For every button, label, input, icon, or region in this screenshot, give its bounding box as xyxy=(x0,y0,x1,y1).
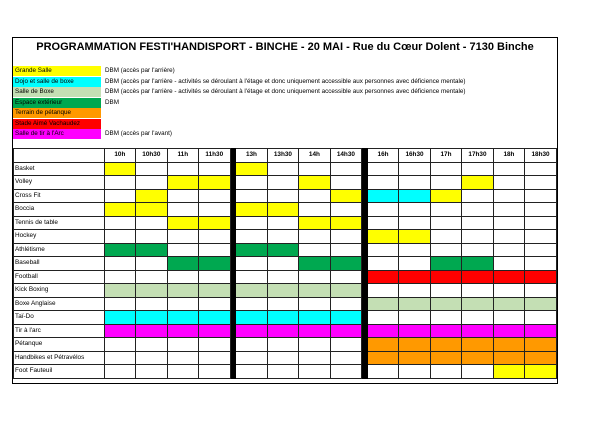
schedule-cell xyxy=(198,270,230,284)
schedule-cell xyxy=(399,365,431,379)
schedule-cell xyxy=(198,230,230,244)
schedule-cell xyxy=(236,203,267,217)
schedule-cell xyxy=(430,270,461,284)
legend-row xyxy=(13,108,533,118)
schedule-cell xyxy=(462,230,494,244)
schedule-cell xyxy=(330,297,362,311)
schedule-cell xyxy=(267,324,299,338)
schedule-cell xyxy=(198,351,230,365)
schedule-cell xyxy=(430,189,461,203)
time-slot-header: 17h xyxy=(430,149,461,163)
schedule-cell xyxy=(493,297,524,311)
schedule-cell xyxy=(104,189,135,203)
schedule-cell xyxy=(299,351,330,365)
schedule-sheet xyxy=(12,37,558,384)
schedule-cell xyxy=(136,351,168,365)
schedule-cell xyxy=(267,365,299,379)
schedule-cell xyxy=(493,338,524,352)
schedule-cell xyxy=(136,189,168,203)
schedule-cell xyxy=(104,257,135,271)
schedule-cell xyxy=(198,189,230,203)
schedule-cell xyxy=(236,338,267,352)
schedule-cell xyxy=(299,230,330,244)
schedule-cell xyxy=(198,324,230,338)
time-slot-header: 11h30 xyxy=(198,149,230,163)
schedule-cell xyxy=(430,338,461,352)
legend-venue: Salle de tir à l'Arc xyxy=(13,129,101,139)
schedule-cell xyxy=(399,270,431,284)
activity-row xyxy=(14,297,557,311)
schedule-cell xyxy=(367,203,398,217)
schedule-cell xyxy=(462,189,494,203)
schedule-cell xyxy=(104,176,135,190)
schedule-cell xyxy=(399,216,431,230)
schedule-cell xyxy=(198,216,230,230)
activity-name: Baseball xyxy=(14,257,105,271)
schedule-cell xyxy=(462,243,494,257)
schedule-cell xyxy=(330,162,362,176)
schedule-cell xyxy=(525,351,557,365)
schedule-cell xyxy=(299,365,330,379)
activity-row xyxy=(14,324,557,338)
legend-row xyxy=(13,77,533,87)
schedule-cell xyxy=(493,257,524,271)
schedule-cell xyxy=(267,297,299,311)
activity-name: Boccia xyxy=(14,203,105,217)
schedule-cell xyxy=(167,297,198,311)
time-slot-header: 13h30 xyxy=(267,149,299,163)
schedule-cell xyxy=(299,297,330,311)
activity-name: Football xyxy=(14,270,105,284)
schedule-cell xyxy=(267,162,299,176)
legend-venue: Salle de Boxe xyxy=(13,87,101,97)
time-slot-header: 14h xyxy=(299,149,330,163)
schedule-cell xyxy=(136,324,168,338)
schedule-cell xyxy=(167,243,198,257)
schedule-cell xyxy=(267,230,299,244)
activity-row xyxy=(14,365,557,379)
schedule-cell xyxy=(104,284,135,298)
time-slot-header: 14h30 xyxy=(330,149,362,163)
time-slot-header: 11h xyxy=(167,149,198,163)
schedule-cell xyxy=(136,216,168,230)
schedule-cell xyxy=(267,311,299,325)
schedule-cell xyxy=(136,311,168,325)
schedule-cell xyxy=(198,203,230,217)
schedule-cell xyxy=(167,351,198,365)
schedule-cell xyxy=(330,243,362,257)
legend-row xyxy=(13,87,533,97)
schedule-cell xyxy=(236,230,267,244)
schedule-cell xyxy=(430,311,461,325)
schedule-cell xyxy=(525,162,557,176)
schedule-cell xyxy=(399,189,431,203)
schedule-cell xyxy=(367,243,398,257)
schedule-cell xyxy=(493,284,524,298)
schedule-cell xyxy=(330,351,362,365)
schedule-cell xyxy=(462,311,494,325)
schedule-cell xyxy=(525,257,557,271)
schedule-cell xyxy=(462,176,494,190)
schedule-cell xyxy=(267,270,299,284)
schedule-cell xyxy=(330,324,362,338)
schedule-cell xyxy=(525,203,557,217)
schedule-cell xyxy=(167,189,198,203)
schedule-cell xyxy=(330,216,362,230)
schedule-cell xyxy=(167,230,198,244)
schedule-cell xyxy=(430,203,461,217)
activity-name: Basket xyxy=(14,162,105,176)
activity-row xyxy=(14,162,557,176)
schedule-cell xyxy=(104,243,135,257)
schedule-cell xyxy=(299,162,330,176)
schedule-cell xyxy=(299,324,330,338)
schedule-cell xyxy=(299,189,330,203)
schedule-cell xyxy=(430,284,461,298)
activity-row xyxy=(14,216,557,230)
schedule-cell xyxy=(399,311,431,325)
schedule-cell xyxy=(462,162,494,176)
schedule-cell xyxy=(399,257,431,271)
schedule-cell xyxy=(236,284,267,298)
schedule-cell xyxy=(236,270,267,284)
schedule-cell xyxy=(367,216,398,230)
schedule-cell xyxy=(330,338,362,352)
schedule-cell xyxy=(167,257,198,271)
activity-row xyxy=(14,270,557,284)
schedule-cell xyxy=(299,243,330,257)
schedule-cell xyxy=(525,338,557,352)
schedule-cell xyxy=(167,176,198,190)
schedule-cell xyxy=(104,324,135,338)
schedule-cell xyxy=(267,176,299,190)
schedule-cell xyxy=(330,365,362,379)
activity-row xyxy=(14,351,557,365)
schedule-cell xyxy=(525,270,557,284)
activity-name: Boxe Anglaise xyxy=(14,297,105,311)
time-slot-header: 16h30 xyxy=(399,149,431,163)
legend-description: DBM (accès par l'arrière) xyxy=(105,67,175,74)
schedule-cell xyxy=(330,203,362,217)
schedule-cell xyxy=(136,270,168,284)
activity-row xyxy=(14,203,557,217)
schedule-cell xyxy=(136,243,168,257)
schedule-cell xyxy=(104,297,135,311)
schedule-cell xyxy=(493,162,524,176)
schedule-cell xyxy=(136,176,168,190)
activity-name: Foot Fauteuil xyxy=(14,365,105,379)
time-slot-header: 10h30 xyxy=(136,149,168,163)
schedule-cell xyxy=(525,176,557,190)
schedule-cell xyxy=(104,216,135,230)
time-header-row xyxy=(14,149,557,163)
schedule-cell xyxy=(462,297,494,311)
schedule-cell xyxy=(236,311,267,325)
legend-venue: Terrain de pétanque xyxy=(13,108,101,118)
schedule-cell xyxy=(167,284,198,298)
activity-name: Taï-Do xyxy=(14,311,105,325)
schedule-cell xyxy=(136,162,168,176)
schedule-cell xyxy=(330,230,362,244)
activity-name: Athlétisme xyxy=(14,243,105,257)
activity-name: Tennis de table xyxy=(14,216,105,230)
schedule-cell xyxy=(462,216,494,230)
schedule-cell xyxy=(236,176,267,190)
schedule-cell xyxy=(236,351,267,365)
legend-description: DBM (accès par l'arrière - activités se déroulant à l'étage et donc uniquement accessible aux personnes avec déficience mentale) xyxy=(105,88,466,95)
schedule-cell xyxy=(236,243,267,257)
schedule-cell xyxy=(136,203,168,217)
schedule-cell xyxy=(198,338,230,352)
schedule-cell xyxy=(136,338,168,352)
schedule-cell xyxy=(430,162,461,176)
schedule-cell xyxy=(525,284,557,298)
legend-description: DBM (accès par l'arrière - activités se déroulant à l'étage et donc uniquement accessible aux personnes avec déficience mentale) xyxy=(105,77,466,85)
schedule-cell xyxy=(267,216,299,230)
schedule-cell xyxy=(367,257,398,271)
legend-row xyxy=(13,129,533,139)
schedule-cell xyxy=(267,189,299,203)
schedule-cell xyxy=(399,230,431,244)
schedule-cell xyxy=(104,311,135,325)
schedule-cell xyxy=(236,297,267,311)
schedule-cell xyxy=(367,189,398,203)
schedule-cell xyxy=(525,311,557,325)
header-corner xyxy=(14,149,105,163)
schedule-cell xyxy=(299,216,330,230)
schedule-cell xyxy=(493,230,524,244)
schedule-cell xyxy=(367,338,398,352)
schedule-cell xyxy=(198,162,230,176)
schedule-cell xyxy=(493,365,524,379)
schedule-cell xyxy=(198,243,230,257)
schedule-cell xyxy=(399,176,431,190)
schedule-cell xyxy=(167,338,198,352)
schedule-cell xyxy=(462,203,494,217)
schedule-cell xyxy=(430,243,461,257)
schedule-cell xyxy=(299,176,330,190)
schedule-cell xyxy=(267,243,299,257)
activity-name: Pétanque xyxy=(14,338,105,352)
schedule-cell xyxy=(167,270,198,284)
schedule-cell xyxy=(367,162,398,176)
schedule-cell xyxy=(198,297,230,311)
schedule-cell xyxy=(367,270,398,284)
schedule-cell xyxy=(462,338,494,352)
schedule-cell xyxy=(430,257,461,271)
legend-description: DBM (accès par l'avant) xyxy=(105,130,172,137)
schedule-cell xyxy=(104,230,135,244)
schedule-cell xyxy=(198,311,230,325)
schedule-cell xyxy=(367,176,398,190)
schedule-cell xyxy=(525,297,557,311)
schedule-cell xyxy=(399,338,431,352)
schedule-cell xyxy=(493,176,524,190)
schedule-cell xyxy=(198,365,230,379)
schedule-cell xyxy=(399,203,431,217)
schedule-cell xyxy=(167,216,198,230)
activity-row xyxy=(14,189,557,203)
legend-description: DBM xyxy=(105,98,119,106)
schedule-cell xyxy=(330,284,362,298)
schedule-cell xyxy=(236,365,267,379)
schedule-cell xyxy=(236,162,267,176)
schedule-cell xyxy=(299,203,330,217)
schedule-cell xyxy=(367,311,398,325)
schedule-cell xyxy=(136,365,168,379)
schedule-cell xyxy=(525,365,557,379)
schedule-cell xyxy=(236,189,267,203)
schedule-cell xyxy=(462,270,494,284)
schedule-cell xyxy=(399,243,431,257)
schedule-cell xyxy=(430,176,461,190)
schedule-cell xyxy=(525,324,557,338)
schedule-cell xyxy=(525,243,557,257)
schedule-cell xyxy=(104,338,135,352)
schedule-cell xyxy=(167,311,198,325)
activity-row xyxy=(14,176,557,190)
schedule-cell xyxy=(236,216,267,230)
activity-name: Tir à l'arc xyxy=(14,324,105,338)
schedule-cell xyxy=(104,203,135,217)
schedule-cell xyxy=(367,284,398,298)
legend-venue: Espace extérieur xyxy=(13,98,101,108)
schedule-cell xyxy=(104,162,135,176)
schedule-cell xyxy=(367,365,398,379)
schedule-cell xyxy=(430,230,461,244)
schedule-cell xyxy=(367,351,398,365)
activity-row xyxy=(14,243,557,257)
time-slot-header: 18h xyxy=(493,149,524,163)
schedule-cell xyxy=(104,365,135,379)
schedule-cell xyxy=(367,230,398,244)
schedule-cell xyxy=(367,324,398,338)
schedule-cell xyxy=(462,324,494,338)
schedule-cell xyxy=(493,203,524,217)
schedule-cell xyxy=(430,324,461,338)
schedule-cell xyxy=(198,257,230,271)
schedule-cell xyxy=(330,176,362,190)
schedule-cell xyxy=(493,324,524,338)
schedule-cell xyxy=(462,365,494,379)
schedule-cell xyxy=(330,189,362,203)
schedule-cell xyxy=(399,297,431,311)
time-slot-header: 18h30 xyxy=(525,149,557,163)
legend-row xyxy=(13,119,533,129)
schedule-cell xyxy=(299,284,330,298)
schedule-cell xyxy=(493,243,524,257)
schedule-cell xyxy=(167,365,198,379)
schedule-cell xyxy=(267,338,299,352)
schedule-cell xyxy=(198,176,230,190)
schedule-cell xyxy=(267,257,299,271)
schedule-cell xyxy=(167,203,198,217)
schedule-cell xyxy=(136,284,168,298)
schedule-cell xyxy=(462,257,494,271)
time-slot-header: 13h xyxy=(236,149,267,163)
schedule-cell xyxy=(236,257,267,271)
schedule-cell xyxy=(493,311,524,325)
activity-row xyxy=(14,230,557,244)
activity-name: Kick Boxing xyxy=(14,284,105,298)
activity-row xyxy=(14,257,557,271)
schedule-cell xyxy=(198,284,230,298)
schedule-cell xyxy=(104,270,135,284)
activity-row xyxy=(14,338,557,352)
schedule-cell xyxy=(367,297,398,311)
schedule-cell xyxy=(462,284,494,298)
activity-name: Cross Fit xyxy=(14,189,105,203)
schedule-cell xyxy=(493,216,524,230)
schedule-cell xyxy=(399,162,431,176)
schedule-cell xyxy=(330,311,362,325)
schedule-cell xyxy=(104,351,135,365)
schedule-cell xyxy=(462,351,494,365)
page-title: PROGRAMMATION FESTI'HANDISPORT - BINCHE - 20 MAI - Rue du Cœur Dolent - 7130 Binche xyxy=(36,41,534,53)
activity-name: Volley xyxy=(14,176,105,190)
schedule-cell xyxy=(299,338,330,352)
schedule-cell xyxy=(136,297,168,311)
schedule-cell xyxy=(267,203,299,217)
schedule-cell xyxy=(299,311,330,325)
time-slot-header: 10h xyxy=(104,149,135,163)
schedule-cell xyxy=(299,270,330,284)
schedule-cell xyxy=(430,297,461,311)
activity-row xyxy=(14,284,557,298)
schedule-cell xyxy=(136,257,168,271)
time-slot-header: 16h xyxy=(367,149,398,163)
schedule-cell xyxy=(167,324,198,338)
schedule-cell xyxy=(493,351,524,365)
activity-name: Hockey xyxy=(14,230,105,244)
schedule-cell xyxy=(399,284,431,298)
schedule-cell xyxy=(399,324,431,338)
schedule-cell xyxy=(136,230,168,244)
legend-venue: Dojo et salle de boxe xyxy=(13,77,101,87)
schedule-cell xyxy=(236,324,267,338)
schedule-cell xyxy=(330,270,362,284)
legend-row xyxy=(13,66,533,76)
schedule-cell xyxy=(267,351,299,365)
legend-row xyxy=(13,98,533,108)
legend-venue: Stade Aimé Vachaudez xyxy=(13,119,101,129)
time-slot-header: 17h30 xyxy=(462,149,494,163)
activity-row xyxy=(14,311,557,325)
schedule-cell xyxy=(399,351,431,365)
schedule-cell xyxy=(525,189,557,203)
schedule-cell xyxy=(430,365,461,379)
schedule-cell xyxy=(299,257,330,271)
schedule-cell xyxy=(525,230,557,244)
schedule-cell xyxy=(330,257,362,271)
legend-venue: Grande Salle xyxy=(13,66,101,76)
schedule-cell xyxy=(493,189,524,203)
schedule-cell xyxy=(267,284,299,298)
schedule-cell xyxy=(493,270,524,284)
schedule-table xyxy=(13,148,557,379)
schedule-cell xyxy=(430,351,461,365)
schedule-cell xyxy=(167,162,198,176)
activity-name: Handbikes et Pétravélos xyxy=(14,351,105,365)
schedule-cell xyxy=(525,216,557,230)
schedule-cell xyxy=(430,216,461,230)
